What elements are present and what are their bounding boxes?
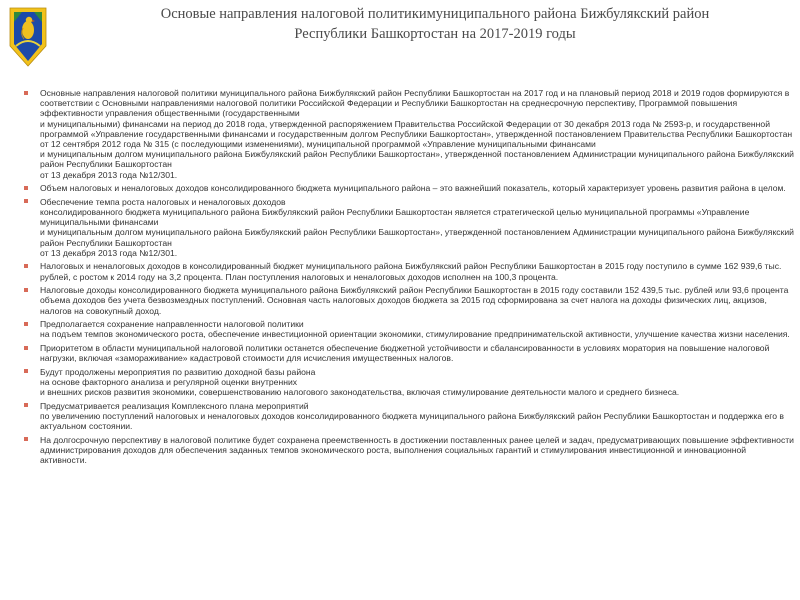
- bullet-marker-icon: [24, 91, 28, 95]
- bullet-item: [24, 401, 794, 432]
- bullet-item: [24, 367, 794, 398]
- bullet-marker-icon: [24, 346, 28, 350]
- bullet-item: [24, 183, 794, 193]
- bullet-text: Основные направления налоговой политики муниципального района Бижбулякский район Республики Башкортостан на 2017 год и на плановый период 2018 и 2019 годов формируются в соответствии с Основными направлениями налоговой политики Российской Федерации и Республики Башкортостан на среднесрочную перспективу, Программой повышения эффективности управления общественными (государственными и муниципальными) финансами на период до 2018 года, утвержденной распоряжением Правительства Российской Федерации от 30 декабря 2013 года № 2593-р, и государственной программой «Управление государственными финансами и государственным долгом Республики Башкортостан», утвержденной постановлением Правительства Республики Башкортостан от 12 сентября 2012 года № 315 (с последующими изменениями), муниципальной программой «Управление муниципальными финансами и муниципальным долгом муниципального района Бижбулякский район Республики Башкортостан», утвержденной постановлением Администрации муниципального района Бижбулякский район Республики Башкортостан от 13 декабря 2013 года №12/301.: [40, 88, 794, 180]
- bullet-text: Будут продолжены мероприятия по развитию доходной базы района на основе факторного анализа и регулярной оценки внутренних и внешних рисков развития экономики, совершенствованию налогового законодательства, включая стимулирование деятельности малого и среднего бизнеса.: [40, 366, 680, 398]
- bullet-text: Обеспечение темпа роста налоговых и неналоговых доходов консолидированного бюджета муниципального района Бижбулякский район Республики Башкортостан является стратегической целью муниципальной программы «Управление муниципальными финансами и муниципальным долгом муниципального района Бижбулякский район Республики Башкортостан», утвержденной постановлением Администрации муниципального района Бижбулякский район Республики Башкортостан от 13 декабря 2013 года №12/301.: [40, 196, 794, 258]
- emblem-figure-head: [26, 17, 32, 23]
- bullet-item: [24, 261, 794, 281]
- bullet-text: Налоговые доходы консолидированного бюджета муниципального района Бижбулякский район Республики Башкортостан в 2015 году составили 152 439,5 тыс. рублей или 93,6 процента объема доходов без учета безвозмездных поступлений. Основная часть налоговых доходов бюджета за 2015 год сформирована за счет налога на доходы физических лиц, акцизов, налогов на совокупный доход.: [40, 285, 789, 316]
- bullet-marker-icon: [24, 322, 28, 326]
- bullet-text: Предусматривается реализация Комплексного плана мероприятий по увеличению поступлений налоговых и неналоговых доходов консолидированного бюджета муниципального района Бижбулякский район Республики Башкортостан и поддержка его в актуальном состоянии.: [40, 400, 784, 432]
- bullet-marker-icon: [24, 264, 28, 268]
- bullet-text: Приоритетом в области муниципальной налоговой политики останется обеспечение бюджетной устойчивости и сбалансированности в условиях моратория на повышение налоговой нагрузки, включая «замораживание» кадастровой стоимости для исчисления имущественных налогов.: [40, 343, 770, 364]
- coat-of-arms-icon: [8, 6, 48, 68]
- bullet-text: Объем налоговых и неналоговых доходов консолидированного бюджета муниципального района – это важнейший показатель, который характеризует уровень развития района в целом.: [40, 183, 786, 194]
- bullet-marker-icon: [24, 437, 28, 441]
- bullet-text: Налоговых и неналоговых доходов в консолидированный бюджет муниципального района Бижбулякский район Республики Башкортостан в 2015 году поступило в сумме 162 939,6 тыс. рублей, с ростом к 2014 году на 3,2 процента. План поступления налоговых и неналоговых доходов исполнен на 100,3 процента.: [40, 261, 782, 282]
- bullet-marker-icon: [24, 403, 28, 407]
- slide-title-line-2: Республики Башкортостан на 2017-2019 годы: [294, 26, 576, 42]
- bullet-marker-icon: [24, 199, 28, 203]
- emblem-figure: [22, 21, 34, 39]
- bullet-marker-icon: [24, 186, 28, 190]
- slide-title: [130, 4, 740, 44]
- bullet-text: На долгосрочную перспективу в налоговой политике будет сохранена преемственность в достижении поставленных ранее целей и задач, предусматривающих повышение эффективности администрирования доходов для обеспечения заданных темпов экономического роста, выполнения социальных гарантий и стимулирования инвестиционной и инновационной активности.: [40, 434, 794, 466]
- bullet-item: [24, 285, 794, 316]
- bullet-item: [24, 343, 794, 363]
- bullet-list: [24, 88, 794, 469]
- bullet-item: [24, 88, 794, 180]
- bullet-item: [24, 319, 794, 339]
- bullet-item: [24, 435, 794, 466]
- bullet-text: Предполагается сохранение направленности налоговой политики на подъем темпов экономического роста, обеспечение инвестиционной ориентации экономики, стимулирование предпринимательской активности, улучшение качества жизни населения.: [40, 319, 790, 340]
- bullet-marker-icon: [24, 288, 28, 292]
- bullet-marker-icon: [24, 369, 28, 373]
- bullet-item: [24, 197, 794, 258]
- slide-title-line-1: Основые направления налоговой политикимуниципального района Бижбулякский район: [160, 6, 710, 22]
- emblem-graphic: [8, 6, 48, 68]
